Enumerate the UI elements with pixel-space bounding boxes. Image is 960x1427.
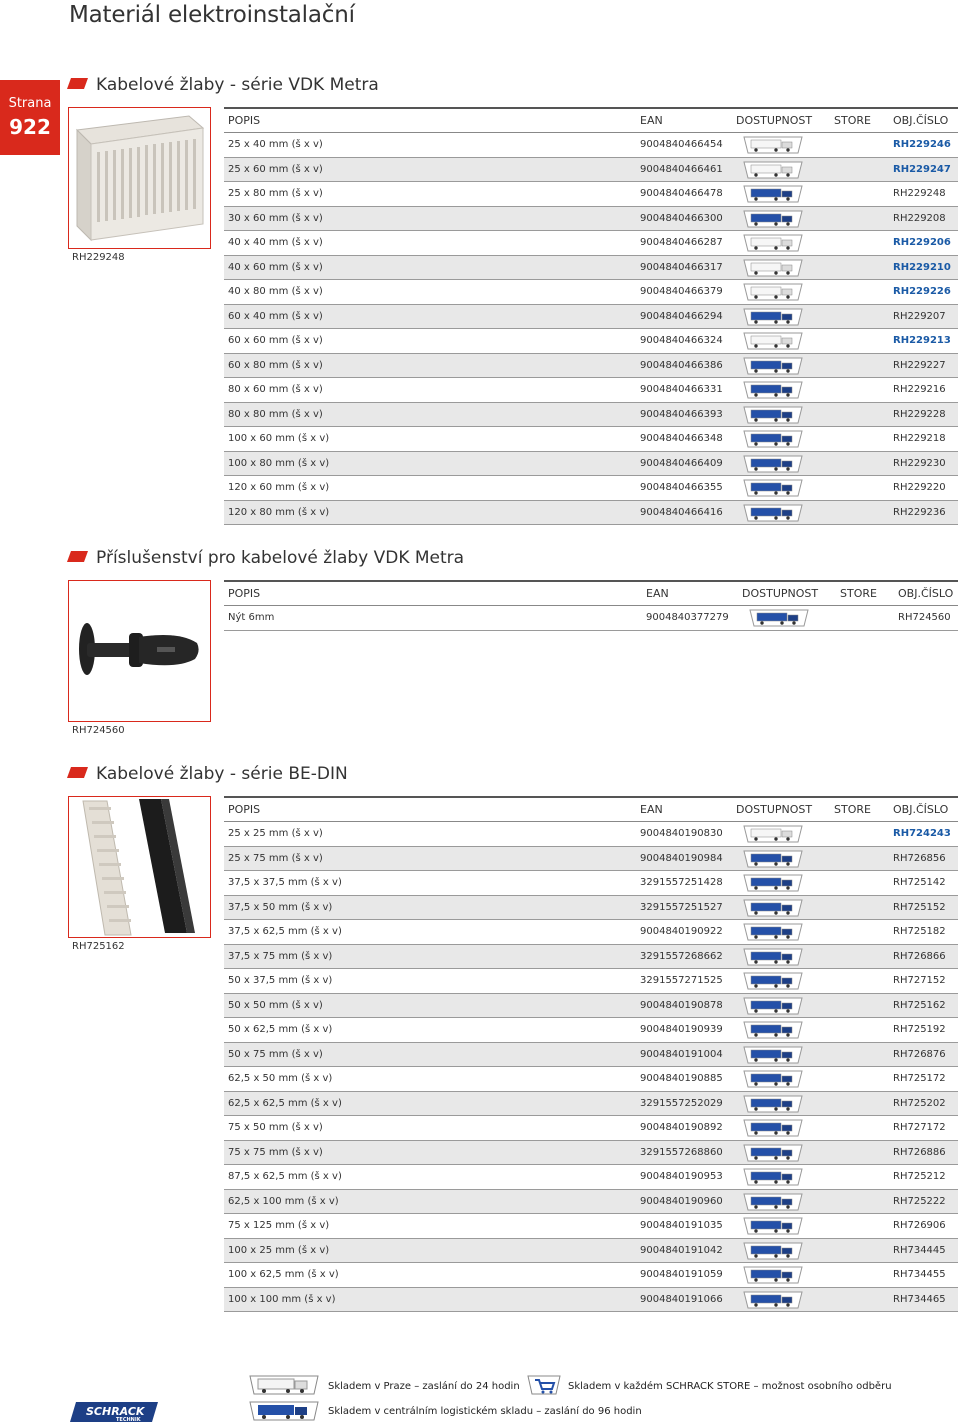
cell-popis: 75 x 125 mm (š x v) [228,1220,330,1232]
cell-order-number: RH229248 [893,188,946,200]
cell-order-number: RH726886 [893,1146,946,1158]
truck-white-icon [248,1374,320,1396]
product-image-bedin [68,796,211,938]
truck-blue-icon [742,1070,804,1088]
truck-blue-icon [742,1095,804,1113]
cell-order-number: RH726906 [893,1220,946,1232]
table-row [224,871,958,896]
table-row [224,329,958,354]
cell-ean: 9004840190892 [640,1122,723,1134]
cell-ean: 3291557268662 [640,950,723,962]
cell-ean: 9004840466294 [640,310,723,322]
column-header-store: STORE [834,114,871,127]
cell-ean: 9004840466416 [640,506,723,518]
cell-ean: 9004840190953 [640,1171,723,1183]
page-number-tab [0,80,60,155]
section-marker-icon [67,78,88,89]
table-row [224,305,958,330]
table-row [224,207,958,232]
table-row [224,1067,958,1092]
cell-popis: 25 x 25 mm (š x v) [228,828,323,840]
truck-blue-icon [742,210,804,228]
truck-blue-icon [742,1046,804,1064]
section-marker-icon [67,767,88,778]
cell-popis: 50 x 75 mm (š x v) [228,1048,323,1060]
cell-order-number: RH734445 [893,1244,946,1256]
truck-blue-icon [742,1193,804,1211]
table-row [224,1263,958,1288]
truck-white-icon [742,161,804,179]
cell-ean: 3291557271525 [640,975,723,987]
cell-order-number: RH229220 [893,482,946,494]
table-header [224,107,958,133]
cell-ean: 9004840190878 [640,999,723,1011]
column-header-store: STORE [834,803,871,816]
table-row [224,1288,958,1313]
cell-ean: 9004840466355 [640,482,723,494]
cell-popis: 80 x 60 mm (š x v) [228,384,323,396]
cell-popis: 25 x 60 mm (š x v) [228,163,323,175]
cell-popis: 60 x 80 mm (š x v) [228,359,323,371]
column-header-dostupnost: DOSTUPNOST [736,114,813,127]
cell-order-number: RH725182 [893,926,946,938]
cell-popis: 25 x 40 mm (š x v) [228,139,323,151]
cell-order-number[interactable]: RH229246 [893,139,951,151]
column-header-popis: POPIS [228,114,261,127]
truck-blue-icon [748,609,810,627]
table-row [224,847,958,872]
truck-white-icon [742,825,804,843]
cell-popis: 37,5 x 50 mm (š x v) [228,901,333,913]
table-row [224,1141,958,1166]
cell-popis: 60 x 40 mm (š x v) [228,310,323,322]
cell-order-number: RH229227 [893,359,946,371]
column-header-dostupnost: DOSTUPNOST [736,803,813,816]
table-row [224,1043,958,1068]
column-header-obj: OBJ.ČÍSLO [893,803,949,816]
page-number: 922 [9,115,51,139]
cell-popis: 40 x 80 mm (š x v) [228,286,323,298]
table-row [224,280,958,305]
cell-order-number: RH229208 [893,212,946,224]
cell-popis: 37,5 x 62,5 mm (š x v) [228,926,342,938]
truck-blue-icon [742,948,804,966]
table-row [224,896,958,921]
table-row [224,452,958,477]
table-row [224,1092,958,1117]
cell-popis: 50 x 62,5 mm (š x v) [228,1024,333,1036]
truck-blue-icon [742,1217,804,1235]
cell-order-number: RH724560 [898,612,951,624]
truck-blue-icon [742,972,804,990]
image-caption-bedin: RH725162 [72,941,125,952]
cell-order-number: RH725212 [893,1171,946,1183]
cell-order-number: RH727152 [893,975,946,987]
truck-blue-icon [742,479,804,497]
cell-order-number[interactable]: RH229206 [893,237,951,249]
page-title: Materiál elektroinstalační [69,2,355,28]
cell-ean: 9004840190885 [640,1073,723,1085]
table-row [224,1018,958,1043]
truck-blue-icon [742,850,804,868]
truck-white-icon [742,234,804,252]
legend-prague: Skladem v Praze – zaslání do 24 hodin [328,1381,520,1392]
section-title-vdk: Kabelové žlaby - série VDK Metra [69,75,379,95]
cell-order-number: RH725152 [893,901,946,913]
column-header-store: STORE [840,587,877,600]
section-title-accessories: Příslušenství pro kabelové žlaby VDK Metra [69,548,464,568]
column-header-obj: OBJ.ČÍSLO [898,587,954,600]
cell-ean: 9004840191042 [640,1244,723,1256]
table-row [224,158,958,183]
cell-ean: 9004840377279 [646,612,729,624]
column-header-ean: EAN [646,587,669,600]
cell-ean: 9004840466461 [640,163,723,175]
table-header [224,580,958,606]
cell-popis: 120 x 80 mm (š x v) [228,506,330,518]
cell-popis: 75 x 75 mm (š x v) [228,1146,323,1158]
cell-order-number[interactable]: RH229247 [893,163,951,175]
cell-ean: 9004840466324 [640,335,723,347]
product-table-vdk [224,107,958,525]
cell-order-number: RH725142 [893,877,946,889]
truck-white-icon [742,136,804,154]
truck-blue-icon [742,357,804,375]
cell-ean: 9004840466287 [640,237,723,249]
table-row [224,969,958,994]
truck-blue-icon [742,899,804,917]
table-row [224,822,958,847]
table-row [224,1190,958,1215]
truck-blue-icon [742,1119,804,1137]
truck-blue-icon [742,1021,804,1039]
cell-order-number: RH725202 [893,1097,946,1109]
cell-order-number: RH726876 [893,1048,946,1060]
cell-ean: 9004840190984 [640,852,723,864]
table-row [224,994,958,1019]
truck-blue-icon [742,1291,804,1309]
product-table-accessories [224,580,958,631]
truck-blue-icon [742,1168,804,1186]
table-row [224,1165,958,1190]
table-row [224,1116,958,1141]
cell-ean: 9004840190922 [640,926,723,938]
cell-order-number[interactable]: RH724243 [893,828,951,840]
cell-order-number: RH229218 [893,433,946,445]
table-row [224,1214,958,1239]
truck-blue-icon [742,381,804,399]
cell-popis: 50 x 37,5 mm (š x v) [228,975,333,987]
section-title-bedin: Kabelové žlaby - série BE-DIN [69,764,348,784]
truck-white-icon [742,259,804,277]
cell-ean: 3291557268860 [640,1146,723,1158]
cell-ean: 9004840466317 [640,261,723,273]
truck-blue-icon [742,308,804,326]
table-row [224,231,958,256]
cell-order-number: RH725172 [893,1073,946,1085]
column-header-obj: OBJ.ČÍSLO [893,114,949,127]
cell-popis: 37,5 x 37,5 mm (š x v) [228,877,342,889]
cell-ean: 9004840466454 [640,139,723,151]
svg-text:TECHNIK: TECHNIK [116,1417,141,1422]
table-row [224,1239,958,1264]
column-header-popis: POPIS [228,803,261,816]
page-tab-label: Strana [8,96,52,111]
cell-order-number: RH725162 [893,999,946,1011]
cell-ean: 9004840191059 [640,1269,723,1281]
cell-popis: 120 x 60 mm (š x v) [228,482,330,494]
legend-central: Skladem v centrálním logistickém skladu – zaslání do 96 hodin [328,1406,642,1417]
cell-popis: 37,5 x 75 mm (š x v) [228,950,333,962]
cell-popis: 75 x 50 mm (š x v) [228,1122,323,1134]
cell-order-number: RH229230 [893,457,946,469]
table-row [224,920,958,945]
cell-popis: 60 x 60 mm (š x v) [228,335,323,347]
cell-popis: 62,5 x 50 mm (š x v) [228,1073,333,1085]
table-row [224,501,958,526]
table-row [224,476,958,501]
cell-order-number: RH734465 [893,1293,946,1305]
cell-order-number[interactable]: RH229210 [893,261,951,273]
cell-popis: 50 x 50 mm (š x v) [228,999,323,1011]
cell-ean: 9004840466393 [640,408,723,420]
cell-ean: 9004840466478 [640,188,723,200]
table-header [224,796,958,822]
cell-popis: 25 x 80 mm (š x v) [228,188,323,200]
cell-ean: 9004840190830 [640,828,723,840]
svg-text:SCHRACK: SCHRACK [86,1405,145,1418]
cell-ean: 9004840191066 [640,1293,723,1305]
truck-blue-icon [742,997,804,1015]
table-row [224,256,958,281]
cell-order-number: RH734455 [893,1269,946,1281]
truck-blue-icon [742,406,804,424]
cell-order-number: RH725222 [893,1195,946,1207]
truck-white-icon [742,332,804,350]
shopping-cart-icon [526,1374,562,1396]
truck-blue-icon [742,504,804,522]
cell-popis: 100 x 80 mm (š x v) [228,457,330,469]
column-header-popis: POPIS [228,587,261,600]
cell-popis: 87,5 x 62,5 mm (š x v) [228,1171,342,1183]
image-caption-vdk: RH229248 [72,252,125,263]
cell-ean: 3291557252029 [640,1097,723,1109]
cell-ean: 9004840466409 [640,457,723,469]
cell-popis: 62,5 x 62,5 mm (š x v) [228,1097,342,1109]
column-header-ean: EAN [640,803,663,816]
table-row [224,427,958,452]
cell-order-number: RH229207 [893,310,946,322]
truck-blue-icon [742,430,804,448]
truck-blue-icon [742,1266,804,1284]
table-row [224,182,958,207]
section-marker-icon [67,551,88,562]
cell-order-number: RH726856 [893,852,946,864]
cell-ean: 9004840466348 [640,433,723,445]
cell-ean: 9004840191035 [640,1220,723,1232]
table-row [224,606,958,631]
table-row [224,378,958,403]
truck-blue-icon [742,455,804,473]
cell-order-number: RH726866 [893,950,946,962]
cell-popis: 25 x 75 mm (š x v) [228,852,323,864]
cell-popis: 30 x 60 mm (š x v) [228,212,323,224]
cell-popis: 80 x 80 mm (š x v) [228,408,323,420]
truck-blue-icon [742,923,804,941]
legend-store: Skladem v každém SCHRACK STORE – možnost osobního odběru [568,1381,892,1392]
image-caption-rivet: RH724560 [72,725,125,736]
truck-blue-icon [742,1242,804,1260]
cell-popis: 100 x 25 mm (š x v) [228,1244,330,1256]
product-table-bedin [224,796,958,1312]
schrack-logo [70,1402,158,1422]
truck-blue-icon [742,874,804,892]
table-row [224,945,958,970]
cell-popis: Nýt 6mm [228,612,275,624]
product-image-rivet [68,580,211,722]
cell-order-number[interactable]: RH229213 [893,335,951,347]
cell-ean: 3291557251428 [640,877,723,889]
truck-white-icon [742,283,804,301]
cell-order-number: RH229228 [893,408,946,420]
cell-popis: 100 x 62,5 mm (š x v) [228,1269,339,1281]
cell-order-number: RH725192 [893,1024,946,1036]
truck-blue-icon [742,185,804,203]
cell-popis: 100 x 60 mm (š x v) [228,433,330,445]
cell-popis: 100 x 100 mm (š x v) [228,1293,336,1305]
cell-order-number: RH727172 [893,1122,946,1134]
cell-order-number[interactable]: RH229226 [893,286,951,298]
cell-order-number: RH229216 [893,384,946,396]
cell-ean: 9004840466386 [640,359,723,371]
cell-ean: 3291557251527 [640,901,723,913]
truck-blue-icon [248,1400,320,1422]
table-row [224,403,958,428]
cell-popis: 40 x 60 mm (š x v) [228,261,323,273]
product-image-vdk [68,107,211,249]
table-row [224,354,958,379]
cell-ean: 9004840466300 [640,212,723,224]
cell-popis: 62,5 x 100 mm (š x v) [228,1195,339,1207]
cell-ean: 9004840466379 [640,286,723,298]
cell-ean: 9004840190939 [640,1024,723,1036]
column-header-ean: EAN [640,114,663,127]
cell-ean: 9004840190960 [640,1195,723,1207]
availability-legend [0,1370,960,1427]
cell-ean: 9004840466331 [640,384,723,396]
truck-blue-icon [742,1144,804,1162]
column-header-dostupnost: DOSTUPNOST [742,587,819,600]
cell-order-number: RH229236 [893,506,946,518]
table-row [224,133,958,158]
cell-popis: 40 x 40 mm (š x v) [228,237,323,249]
cell-ean: 9004840191004 [640,1048,723,1060]
